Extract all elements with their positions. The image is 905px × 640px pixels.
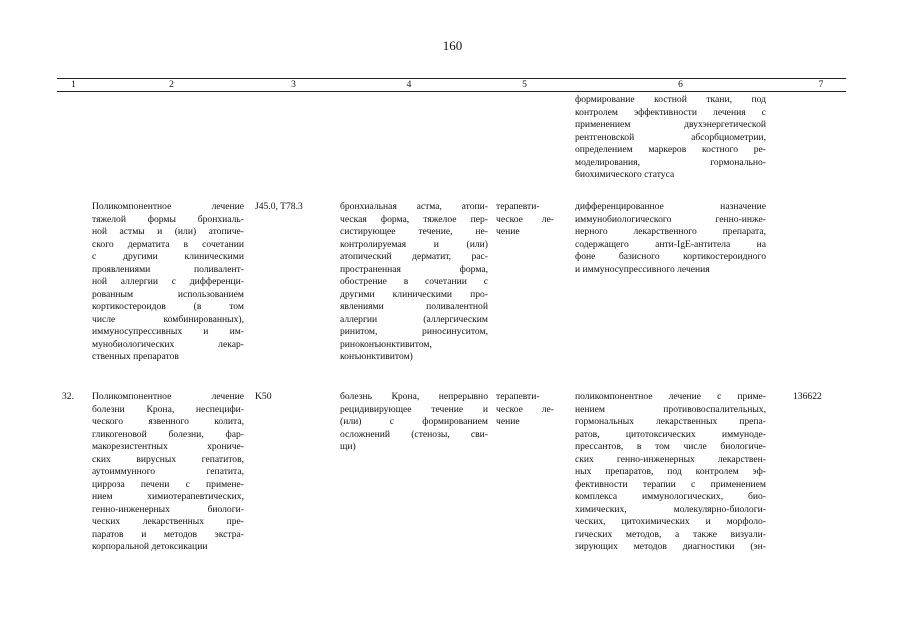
text-line: ческая форма, тяжелое пер- (340, 213, 488, 225)
text-line: рентгеновской абсорбциометрии, (575, 131, 766, 143)
header-col-6: 6 (678, 80, 683, 90)
table-header-row (57, 78, 846, 92)
text-line: корпоральной детоксикации (92, 541, 208, 552)
asthma-treatment-type-cell (496, 201, 554, 239)
text-line: проявлениями поливалент- (92, 263, 244, 275)
text-line: щи) (340, 441, 356, 452)
text-line: содержащего анти-IgE-антитела на (575, 238, 766, 250)
text-line: ческое ле- (496, 213, 554, 225)
text-line: ского дерматита в сочетании (92, 238, 244, 250)
text-line: рецидивирующее течение и (340, 403, 488, 415)
text-line: ной аллергии с дифференци- (92, 276, 244, 287)
text-line: фективности терапии с применением (575, 478, 766, 490)
header-col-3: 3 (291, 80, 296, 90)
text-line: числе комбинированных), (92, 313, 244, 325)
asthma-method-cell (92, 201, 244, 364)
text-line: систирующее течение, не- (340, 226, 488, 237)
text-line: болезни Крона, неспецифи- (92, 403, 244, 415)
row-32-method-cell (92, 391, 244, 554)
text-line: другими клиническими про- (340, 288, 488, 300)
icd-code: J45.0, T78.3 (255, 201, 303, 212)
text-line: применением двухэнергетической (575, 119, 766, 130)
text-line: терапевти- (496, 391, 540, 402)
text-line: химических, молекулярно-биологи- (575, 503, 766, 515)
header-col-1: 1 (71, 80, 76, 90)
text-line: ных препаратов, под контролем эф- (575, 466, 766, 477)
row-32-icd-cell (255, 391, 325, 404)
header-col-5: 5 (522, 80, 527, 90)
text-line: ной астмы и (или) атопиче- (92, 226, 244, 237)
row-32-model-cell (340, 391, 488, 454)
text-line: ских вирусных гепатитов, (92, 453, 244, 465)
text-line: комплекса иммунологических, био- (575, 491, 766, 502)
text-line: болезнь Крона, непрерывно (340, 391, 488, 402)
text-line: бронхиальная астма, атопи- (340, 201, 488, 212)
text-line: паратов и методов экстра- (92, 528, 244, 540)
row-32-treatment-type-cell (496, 391, 554, 429)
row-32-treatment-method-cell (575, 391, 766, 554)
page-number: 160 (442, 38, 463, 53)
text-line: осложнений (стенозы, сви- (340, 428, 488, 440)
icd-code: K50 (255, 391, 272, 402)
text-line: чение (496, 416, 520, 427)
row-32-cost-cell (793, 391, 841, 404)
text-line: Поликомпонентное лечение (92, 201, 244, 212)
text-line: фоне базисного кортикостероидного (575, 251, 766, 262)
cost-value: 136622 (793, 391, 822, 402)
text-line: гических методов, а также визуали- (575, 528, 766, 540)
text-line: риноконъюнктивитом, (340, 338, 432, 350)
text-line: явлениями поливалентной (340, 301, 488, 312)
text-line: ческих, цитохимических и морфоло- (575, 516, 766, 527)
text-line: обострение в сочетании с (340, 276, 488, 287)
text-line: ских генно-инженерных лекарствен- (575, 453, 766, 465)
text-line: гликогеновой болезни, фар- (92, 428, 244, 440)
text-line: цирроза печени с примене- (92, 478, 244, 490)
text-line: дифференцированное назначение (575, 201, 766, 212)
row-32-number-cell (62, 391, 86, 404)
text-line: чение (496, 226, 520, 237)
text-line: иммуносупрессивных и им- (92, 326, 244, 337)
text-line: Поликомпонентное лечение (92, 391, 244, 402)
text-line: (или) с формированием (340, 416, 488, 427)
row-number: 32. (62, 391, 74, 402)
text-line: мунобиологических лекар- (92, 338, 244, 350)
text-line: ческое ле- (496, 403, 554, 415)
header-col-7: 7 (818, 80, 824, 90)
text-line: прессантов, в том числе биологиче- (575, 441, 766, 452)
asthma-model-cell (340, 201, 488, 364)
text-line: нием химиотерапевтических, (92, 491, 244, 502)
text-line: пространенная форма, (340, 263, 488, 275)
text-line: аллергии (аллергическим (340, 313, 488, 325)
text-line: моделирования, гормонально- (575, 156, 766, 168)
text-line: нерного лекарственного препарата, (575, 226, 766, 237)
text-line: гормональных лекарственных препа- (575, 416, 766, 427)
header-col-4: 4 (406, 80, 412, 90)
text-line: контролируемая и (или) (340, 238, 488, 250)
text-line: нением противовоспалительных, (575, 403, 766, 415)
text-line: аутоиммунного гепатита, (92, 466, 244, 477)
asthma-icd-cell (255, 201, 325, 214)
text-line: генно-инженерных биологи- (92, 503, 244, 515)
text-line: ринитом, риносинуситом, (340, 326, 488, 337)
text-line: иммунобиологического генно-инже- (575, 213, 766, 225)
asthma-treatment-method-cell (575, 201, 766, 276)
text-line: биохимического статуса (575, 169, 675, 180)
text-line: ственных препаратов (92, 351, 179, 362)
text-line: с другими клиническими (92, 251, 244, 262)
text-line: контролем эффективности лечения с (575, 106, 766, 118)
text-line: терапевти- (496, 201, 540, 212)
text-line: атопический дерматит, рас- (340, 251, 488, 262)
header-col-2: 2 (169, 80, 174, 90)
continuation-col6 (575, 94, 766, 182)
text-line: определением маркеров костного ре- (575, 144, 766, 155)
text-line: конъюнктивитом) (340, 351, 413, 362)
text-line: формирование костной ткани, под (575, 94, 766, 105)
text-line: ческого язвенного колита, (92, 416, 244, 427)
text-line: зирующих методов диагностики (эн- (575, 541, 766, 552)
text-line: кортикостероидов (в том (92, 301, 244, 312)
text-line: макорезистентных хрониче- (92, 441, 244, 452)
text-line: тяжелой формы бронхиаль- (92, 213, 244, 225)
text-line: ческих лекарственных пре- (92, 516, 244, 527)
text-line: поликомпонентное лечение с приме- (575, 391, 766, 402)
text-line: и иммуносупрессивного лечения (575, 263, 710, 275)
text-line: ратов, цитотоксических иммуноде- (575, 428, 766, 440)
text-line: рованным использованием (92, 288, 244, 300)
